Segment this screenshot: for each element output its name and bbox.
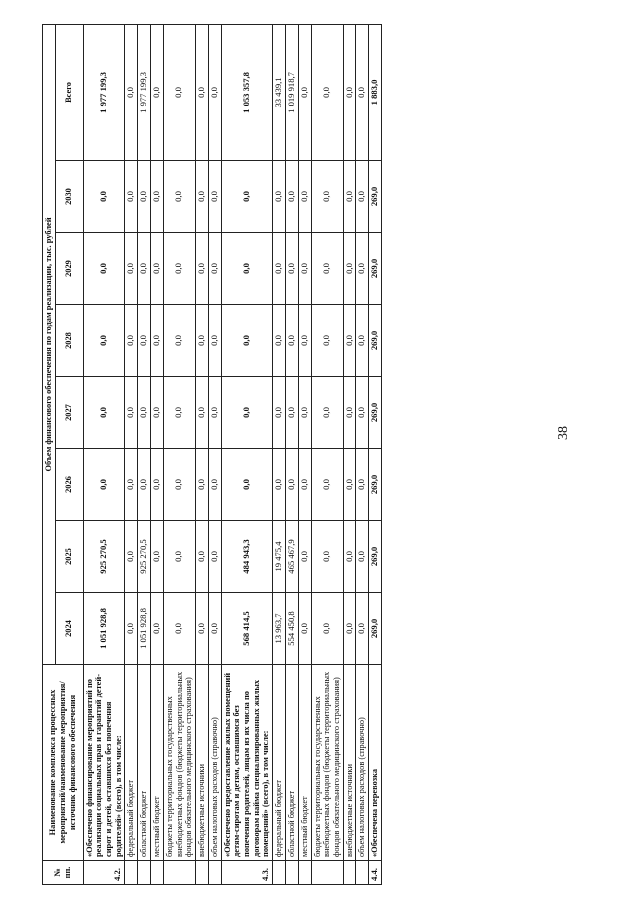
row-value: 0,0 [356, 593, 369, 665]
row-index [343, 861, 356, 885]
row-value: 0,0 [285, 161, 298, 233]
row-name: «Обеспечено предоставление жилых помещений детям-сиротам и детям, оставшимся без попечения родителей, лицам из их числа по договорам найма специализированных жилых помещений» (всего), в том числе: [221, 665, 272, 861]
rotated-table-wrapper [42, 25, 627, 885]
row-value: 0,0 [163, 233, 195, 305]
header-finance: Объем финансового обеспечения по годам реализации, тыс. рублей [43, 24, 56, 664]
row-value: 1 977 199,3 [138, 24, 151, 160]
row-index: 4.4. [369, 861, 382, 885]
row-value: 0,0 [272, 233, 285, 305]
header-year-0: 2024 [55, 593, 83, 665]
row-index: 4.3. [221, 861, 272, 885]
row-value: 0,0 [208, 593, 221, 665]
page-number: 38 [556, 426, 571, 440]
row-value: 0,0 [343, 161, 356, 233]
row-value: 0,0 [208, 233, 221, 305]
row-value: 0,0 [208, 449, 221, 521]
row-value: 0,0 [285, 305, 298, 377]
row-value: 0,0 [356, 521, 369, 593]
row-value: 1 051 928,8 [83, 593, 125, 665]
row-value: 0,0 [298, 593, 311, 665]
row-value: 269,0 [369, 233, 382, 305]
row-name: «Обеспечено финансирование мероприятий по реализации социальных прав и гарантий детей-сирот и детей, оставшихся без попечения родителей» (всего), в том числе: [83, 665, 125, 861]
row-value: 0,0 [311, 233, 343, 305]
header-year-4: 2028 [55, 305, 83, 377]
row-index [138, 861, 151, 885]
row-value: 0,0 [298, 233, 311, 305]
row-value: 0,0 [298, 305, 311, 377]
row-value: 0,0 [298, 449, 311, 521]
row-value: 13 963,7 [272, 593, 285, 665]
row-index [285, 861, 298, 885]
row-value: 0,0 [221, 161, 272, 233]
row-value: 0,0 [221, 449, 272, 521]
row-value: 0,0 [151, 593, 164, 665]
table-row [138, 24, 151, 884]
row-value: 0,0 [356, 161, 369, 233]
row-value: 0,0 [208, 24, 221, 160]
row-value: 0,0 [83, 449, 125, 521]
row-value: 0,0 [311, 521, 343, 593]
row-value: 0,0 [195, 161, 208, 233]
row-value: 0,0 [356, 305, 369, 377]
row-value: 0,0 [298, 377, 311, 449]
row-value: 1 977 199,3 [83, 24, 125, 160]
row-value: 33 439,1 [272, 24, 285, 160]
row-value: 0,0 [163, 377, 195, 449]
row-value: 0,0 [151, 305, 164, 377]
row-value: 0,0 [195, 521, 208, 593]
row-value: 0,0 [356, 233, 369, 305]
table-row [83, 24, 125, 884]
row-value: 0,0 [138, 161, 151, 233]
row-value: 0,0 [272, 305, 285, 377]
row-value: 0,0 [298, 161, 311, 233]
header-year-2: 2026 [55, 449, 83, 521]
header-year-5: 2029 [55, 233, 83, 305]
row-index [151, 861, 164, 885]
row-value: 269,0 [369, 593, 382, 665]
header-year-1: 2025 [55, 521, 83, 593]
row-value: 0,0 [343, 521, 356, 593]
row-value: 0,0 [285, 377, 298, 449]
row-value: 0,0 [125, 233, 138, 305]
row-value: 269,0 [369, 305, 382, 377]
table-row [125, 24, 138, 884]
row-value: 0,0 [272, 449, 285, 521]
row-value: 0,0 [285, 233, 298, 305]
row-name: объем налоговых расходов (справочно) [208, 665, 221, 861]
row-value: 0,0 [125, 521, 138, 593]
header-name: Наименование комплекса процессных мероприятий/наименование мероприятия/ источник финансового обеспечения [43, 665, 84, 861]
row-index [311, 861, 343, 885]
row-index [298, 861, 311, 885]
row-value: 0,0 [125, 161, 138, 233]
table-row [272, 24, 285, 884]
row-value: 0,0 [311, 449, 343, 521]
row-value: 0,0 [221, 377, 272, 449]
row-name: бюджеты территориальных государственных внебюджетных фондов (бюджеты территориальных фондов обязательного медицинского страхования) [311, 665, 343, 861]
table-row [298, 24, 311, 884]
row-value: 0,0 [195, 593, 208, 665]
row-name: бюджеты территориальных государственных внебюджетных фондов (бюджеты территориальных фондов обязательного медицинского страхования) [163, 665, 195, 861]
row-value: 0,0 [272, 161, 285, 233]
table-row [356, 24, 369, 884]
row-value: 0,0 [151, 233, 164, 305]
row-value: 1 053 357,8 [221, 24, 272, 160]
row-index [356, 861, 369, 885]
row-value: 484 943,3 [221, 521, 272, 593]
row-index: 4.2. [83, 861, 125, 885]
row-value: 0,0 [163, 305, 195, 377]
row-value: 0,0 [151, 24, 164, 160]
table-row [311, 24, 343, 884]
row-value: 0,0 [343, 24, 356, 160]
table-row [221, 24, 272, 884]
row-value: 465 467,9 [285, 521, 298, 593]
row-value: 269,0 [369, 161, 382, 233]
row-value: 568 414,5 [221, 593, 272, 665]
row-value: 0,0 [125, 449, 138, 521]
row-value: 1 883,0 [369, 24, 382, 160]
row-name: внебюджетные источники [343, 665, 356, 861]
header-year-3: 2027 [55, 377, 83, 449]
row-value: 0,0 [163, 161, 195, 233]
row-name: местный бюджет [151, 665, 164, 861]
header-year-6: 2030 [55, 161, 83, 233]
finance-table [42, 24, 382, 885]
row-value: 0,0 [138, 233, 151, 305]
row-value: 0,0 [343, 305, 356, 377]
row-value: 0,0 [163, 24, 195, 160]
header-row-top [43, 24, 56, 884]
row-value: 0,0 [195, 233, 208, 305]
row-value: 0,0 [311, 305, 343, 377]
row-value: 269,0 [369, 449, 382, 521]
row-value: 0,0 [138, 377, 151, 449]
row-value: 0,0 [125, 305, 138, 377]
row-value: 0,0 [311, 377, 343, 449]
row-value: 0,0 [163, 449, 195, 521]
row-value: 0,0 [151, 521, 164, 593]
row-value: 0,0 [125, 24, 138, 160]
row-value: 925 270,5 [83, 521, 125, 593]
row-value: 0,0 [125, 377, 138, 449]
row-name: внебюджетные источники [195, 665, 208, 861]
row-value: 0,0 [151, 377, 164, 449]
table-row [369, 24, 382, 884]
row-value: 0,0 [208, 161, 221, 233]
table-row [208, 24, 221, 884]
row-index [208, 861, 221, 885]
table-row [343, 24, 356, 884]
row-value: 0,0 [343, 593, 356, 665]
table-row [151, 24, 164, 884]
row-name: объем налоговых расходов (справочно) [356, 665, 369, 861]
row-name: федеральный бюджет [125, 665, 138, 861]
row-value: 0,0 [343, 449, 356, 521]
row-value: 0,0 [195, 449, 208, 521]
row-value: 0,0 [83, 305, 125, 377]
row-name: «Обеспечена перевозка [369, 665, 382, 861]
table-row [163, 24, 195, 884]
row-value: 0,0 [356, 449, 369, 521]
row-name: областной бюджет [138, 665, 151, 861]
row-value: 0,0 [221, 233, 272, 305]
row-name: областной бюджет [285, 665, 298, 861]
row-value: 0,0 [208, 521, 221, 593]
row-value: 0,0 [221, 305, 272, 377]
row-value: 554 450,8 [285, 593, 298, 665]
row-value: 269,0 [369, 521, 382, 593]
row-value: 0,0 [311, 24, 343, 160]
row-value: 0,0 [163, 521, 195, 593]
row-value: 0,0 [311, 161, 343, 233]
row-value: 0,0 [138, 305, 151, 377]
row-value: 0,0 [356, 24, 369, 160]
row-value: 1 051 928,8 [138, 593, 151, 665]
row-name: федеральный бюджет [272, 665, 285, 861]
row-value: 269,0 [369, 377, 382, 449]
row-value: 0,0 [311, 593, 343, 665]
row-name: местный бюджет [298, 665, 311, 861]
row-value: 0,0 [195, 24, 208, 160]
row-value: 0,0 [272, 377, 285, 449]
row-value: 0,0 [83, 233, 125, 305]
row-value: 19 475,4 [272, 521, 285, 593]
row-value: 0,0 [195, 305, 208, 377]
row-value: 0,0 [356, 377, 369, 449]
table-row [285, 24, 298, 884]
header-num: № пп. [43, 861, 84, 885]
row-value: 1 019 918,7 [285, 24, 298, 160]
row-value: 0,0 [83, 161, 125, 233]
row-value: 0,0 [138, 449, 151, 521]
table-row [195, 24, 208, 884]
row-value: 0,0 [298, 24, 311, 160]
row-value: 925 270,5 [138, 521, 151, 593]
row-value: 0,0 [151, 449, 164, 521]
row-value: 0,0 [208, 305, 221, 377]
row-index [163, 861, 195, 885]
table-body [83, 24, 381, 884]
row-value: 0,0 [343, 377, 356, 449]
header-year-7: Всего [55, 24, 83, 160]
row-value: 0,0 [83, 377, 125, 449]
row-value: 0,0 [151, 161, 164, 233]
row-value: 0,0 [285, 449, 298, 521]
row-value: 0,0 [208, 377, 221, 449]
row-value: 0,0 [343, 233, 356, 305]
row-index [195, 861, 208, 885]
row-value: 0,0 [163, 593, 195, 665]
row-value: 0,0 [298, 521, 311, 593]
row-index [272, 861, 285, 885]
row-value: 0,0 [195, 377, 208, 449]
row-index [125, 861, 138, 885]
row-value: 0,0 [125, 593, 138, 665]
